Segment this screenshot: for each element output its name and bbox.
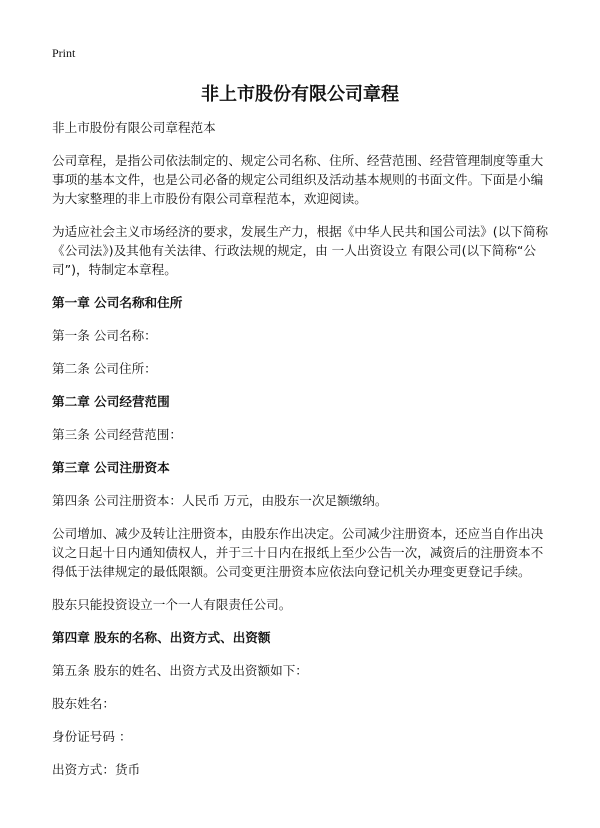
id-number-field: 身份证号码 ： xyxy=(52,729,132,744)
article-2: 第二条 公司住所： xyxy=(52,361,157,376)
article-3: 第三条 公司经营范围： xyxy=(52,427,182,442)
preamble-paragraph: 为适应社会主义市场经济的要求，发展生产力，根据《中华人民共和国公司法》(以下简称《公司法》)及其他有关法律、行政法规的规定，由 一人出资设立 有限公司(以下简称“公司”)，特制定本章程。 xyxy=(52,224,549,277)
chapter-1-heading: 第一章 公司名称和住所 xyxy=(52,295,183,310)
document-title: 非上市股份有限公司章程 xyxy=(201,84,399,105)
article-1: 第一条 公司名称： xyxy=(52,328,157,343)
article-4: 第四条 公司注册资本：人民币 万元，由股东一次足额缴纳。 xyxy=(52,493,388,508)
single-shareholder-paragraph: 股东只能投资设立一个一人有限责任公司。 xyxy=(52,597,292,612)
contribution-method-field: 出资方式：货币 xyxy=(52,762,141,777)
document-body xyxy=(52,118,552,793)
chapter-3-heading: 第三章 公司注册资本 xyxy=(52,460,170,475)
chapter-2-heading: 第二章 公司经营范围 xyxy=(52,394,170,409)
capital-change-paragraph: 公司增加、减少及转让注册资本，由股东作出决定。公司减少注册资本，还应当自作出决议之日起十日内通知债权人，并于三十日内在报纸上至少公告一次，减资后的注册资本不得低于法律规定的最低限额。公司变更注册资本应依法向登记机关办理变更登记手续。 xyxy=(52,526,544,579)
document-subtitle: 非上市股份有限公司章程范本 xyxy=(52,120,216,135)
intro-paragraph: 公司章程，是指公司依法制定的、规定公司名称、住所、经营范围、经营管理制度等重大事项的基本文件，也是公司必备的规定公司组织及活动基本规则的书面文件。下面是小编为大家整理的非上市股份有限公司章程范本，欢迎阅读。 xyxy=(52,153,544,206)
chapter-4-heading: 第四章 股东的名称、出资方式、出资额 xyxy=(52,630,271,645)
print-link[interactable]: Print xyxy=(52,46,76,60)
article-5: 第五条 股东的姓名、出资方式及出资额如下： xyxy=(52,663,308,678)
shareholder-name-field: 股东姓名： xyxy=(52,696,115,711)
